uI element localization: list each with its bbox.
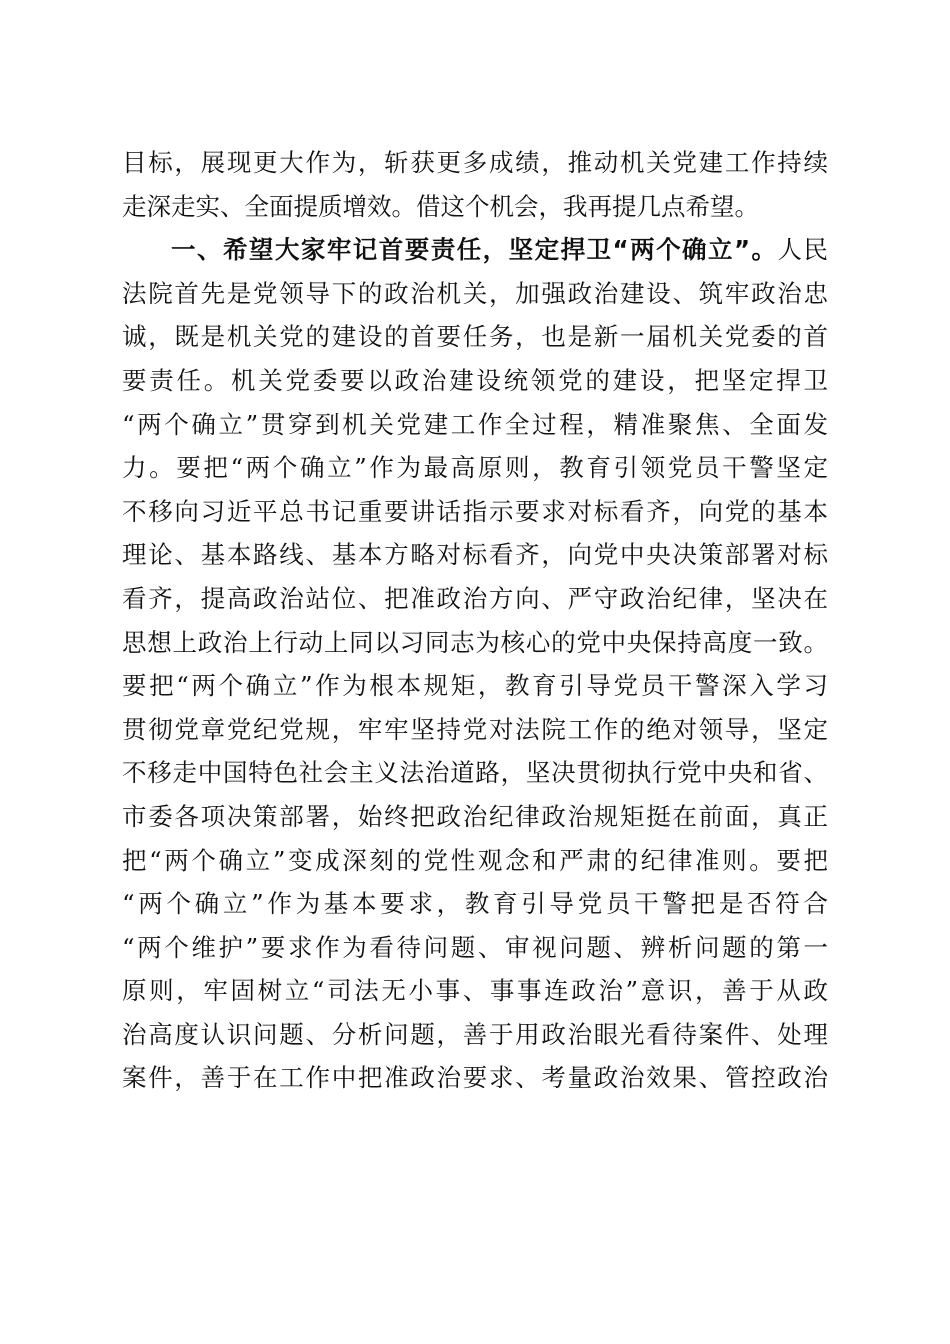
text-line: “两个维护”要求作为看待问题、审视问题、辨析问题的第一 xyxy=(122,932,828,962)
text-line: 要责任。机关党委要以政治建设统领党的建设，把坚定捍卫 xyxy=(122,365,828,395)
text-line: 案件，善于在工作中把准政治要求、考量政治效果、管控政治 xyxy=(122,1063,828,1093)
text-line: 把“两个确立”变成深刻的党性观念和严肃的纪律准则。要把 xyxy=(122,845,828,875)
body-text xyxy=(122,141,828,1100)
text-line: 思想上政治上行动上同以习同志为核心的党中央保持高度一致。 xyxy=(122,627,828,657)
text-line: 诚，既是机关党的建设的首要任务，也是新一届机关党委的首 xyxy=(122,322,828,352)
text-line: “两个确立”作为基本要求，教育引导党员干警把是否符合 xyxy=(122,889,828,919)
text-line: 力。要把“两个确立”作为最高原则，教育引领党员干警坚定 xyxy=(122,453,828,483)
section-heading-line xyxy=(122,228,828,272)
section-heading: 一、希望大家牢记首要责任，坚定捍卫“两个确立”。 xyxy=(171,235,778,265)
text-fragment: 人民 xyxy=(777,235,829,265)
text-line: 法院首先是党领导下的政治机关，加强政治建设、筑牢政治忠 xyxy=(122,278,828,308)
text-line: 治高度认识问题、分析问题，善于用政治眼光看待案件、处理 xyxy=(122,1019,828,1049)
text-line: 看齐，提高政治站位、把准政治方向、严守政治纪律，坚决在 xyxy=(122,583,828,613)
text-line: “两个确立”贯穿到机关党建工作全过程，精准聚焦、全面发 xyxy=(122,409,828,439)
text-line: 贯彻党章党纪党规，牢牢坚持党对法院工作的绝对领导，坚定 xyxy=(122,714,828,744)
text-line: 不移向习近平总书记重要讲话指示要求对标看齐，向党的基本 xyxy=(122,496,828,526)
text-line: 理论、基本路线、基本方略对标看齐，向党中央决策部署对标 xyxy=(122,540,828,570)
text-line: 原则，牢固树立“司法无小事、事事连政治”意识，善于从政 xyxy=(122,976,828,1006)
text-line: 目标，展现更大作为，斩获更多成绩，推动机关党建工作持续 xyxy=(122,148,828,177)
text-line: 要把“两个确立”作为根本规矩，教育引导党员干警深入学习 xyxy=(122,671,828,701)
text-line: 走深走实、全面提质增效。借这个机会，我再提几点希望。 xyxy=(122,191,759,221)
text-line: 不移走中国特色社会主义法治道路，坚决贯彻执行党中央和省、 xyxy=(122,758,828,788)
text-line: 市委各项决策部署，始终把政治纪律政治规矩挺在前面，真正 xyxy=(122,801,828,831)
